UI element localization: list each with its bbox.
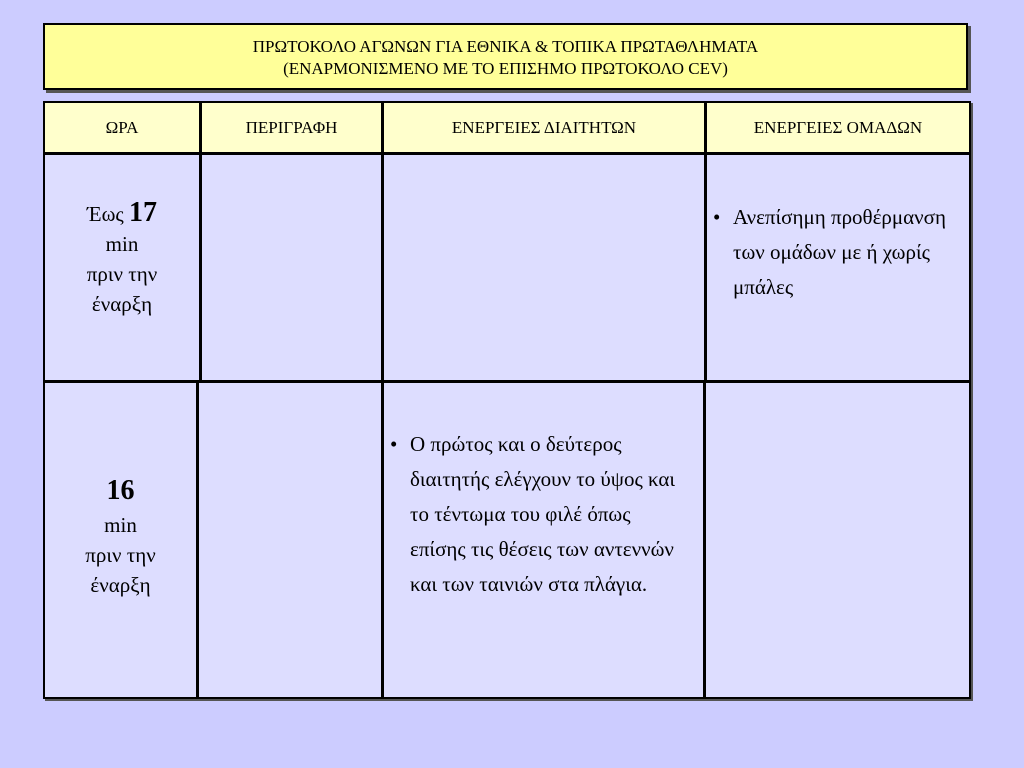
title-line-2: (ΕΝΑΡΜΟΝΙΣΜΕΝΟ ΜΕ ΤΟ ΕΠΙΣΗΜΟ ΠΡΩΤΟΚΟΛΟ CEV) [283,59,728,78]
header-time-label: ΩΡΑ [105,117,139,137]
list-item [711,200,951,305]
page-title [43,23,968,90]
row2-time-unit: min [104,513,137,537]
row2-description-cell [197,381,383,699]
row1-team-actions-list [711,200,951,305]
bullet-icon: • [390,432,398,456]
row2-time-number: 16 [106,475,135,506]
header-referee-actions-label: ΕΝΕΡΓΕΙΕΣ ΔΙΑΙΤΗΤΩΝ [451,117,637,137]
row2-time-suffix-2: έναρξη [90,573,151,597]
header-referee-actions [382,101,706,154]
row1-team-action-text: Ανεπίσημη προθέρμανση των ομάδων με ή χωρίς μπάλες [733,205,946,299]
header-description [200,101,383,154]
row2-referee-actions-list [388,427,688,602]
header-description-label: ΠΕΡΙΓΡΑΦΗ [245,117,338,137]
header-team-actions-label: ΕΝΕΡΓΕΙΕΣ ΟΜΑΔΩΝ [753,117,923,137]
row2-team-actions-cell [704,381,971,699]
row1-time-number: 17 [128,197,157,228]
row1-time-suffix-1: πριν την [86,262,158,286]
row1-description-cell [200,153,383,382]
row2-time [43,472,198,600]
row2-referee-action-text: Ο πρώτος και ο δεύτερος διαιτητής ελέγχουν το ύψος και το τέντωμα του φιλέ όπως επίσης τις θέσεις των αντεννών και των ταινιών στα πλάγια. [410,432,676,596]
header-team-actions [705,101,971,154]
row1-time-suffix-2: έναρξη [91,292,153,316]
row1-time [43,198,201,319]
row2-time-suffix-1: πριν την [85,543,156,567]
header-time [43,101,201,154]
bullet-icon: • [713,205,721,229]
title-line-1: ΠΡΩΤΟΚΟΛΟ ΑΓΩΝΩΝ ΓΙΑ ΕΘΝΙΚΑ & ΤΟΠΙΚΑ ΠΡΩΤΑΘΛΗΜΑΤΑ [252,37,759,56]
row1-time-unit: min [105,232,139,256]
row1-referee-actions-cell [382,153,706,382]
list-item [388,427,688,602]
row1-time-prefix: Έως [87,202,129,226]
